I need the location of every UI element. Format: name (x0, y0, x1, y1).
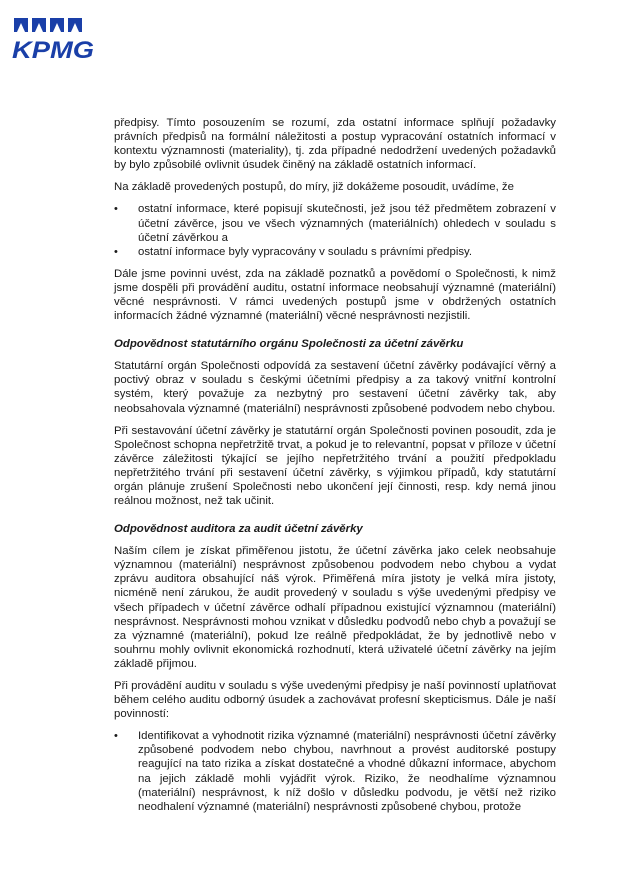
kpmg-logo (10, 18, 98, 62)
paragraph: Naším cílem je získat přiměřenou jistotu, že účetní závěrka jako celek neobsahuje významnou (materiální) nesprávnost způsobenou podvodem nebo chybou a vydat zprávu auditora obsahující náš výrok. Přiměřená míra jistoty je velká míra jistoty, nicméně není zárukou, že audit provedený v souladu s výše uvedenými předpisy ve všech případech v účetní závěrce odhalí případnou existující významnou (materiální) nesprávnost. Nesprávnosti mohou vznikat v důsledku podvodů nebo chyb a považují se za významné (materiální), pokud lze reálně předpokládat, že by jednotlivě nebo v souhrnu mohly ovlivnit ekonomická rozhodnutí, která uživatelé účetní závěrky na jejím základě přijmou. (114, 545, 556, 670)
page-body (114, 116, 556, 822)
paragraph: Při sestavování účetní závěrky je statutární orgán Společnosti povinen posoudit, zda je Společnost schopna nepřetržitě trvat, a pokud je to relevantní, popsat v příloze v účetní závěrce záležitosti týkající se jejího nepřetržitého trvání a použití předpokladu nepřetržitého trvání při sestavení účetní závěrky, s výjimkou případů, kdy statutární orgán plánuje zrušení Společnosti nebo ukončení její činnosti, resp. kdy nemá jinou reálnou možnost, než tak učinit. (114, 424, 556, 508)
paragraph: Na základě provedených postupů, do míry, již dokážeme posoudit, uvádíme, že (114, 181, 514, 194)
bullet-list (114, 729, 556, 814)
bullet-list (114, 202, 556, 258)
list-item: • ostatní informace byly vypracovány v souladu s právními předpisy. (114, 245, 556, 259)
list-item: • ostatní informace, které popisují skutečnosti, jež jsou též předmětem zobrazení v účetní závěrce, jsou ve všech významných (materiálních) ohledech v souladu s účetní závěrkou a (114, 202, 556, 244)
paragraph: Při provádění auditu v souladu s výše uvedenými předpisy je naší povinností uplatňovat během celého auditu odborný úsudek a zachovávat profesní skepticismus. Dále je naší povinností: (114, 680, 556, 721)
paragraph: Statutární orgán Společnosti odpovídá za sestavení účetní závěrky podávající věrný a poctivý obraz v souladu s českými účetními předpisy a za takový vnitřní kontrolní systém, který považuje za nezbytný pro sestavení účetní závěrky tak, aby neobsahovala významné (materiální) nesprávnosti způsobené podvodem nebo chybou. (114, 360, 556, 415)
paragraph: předpisy. Tímto posouzením se rozumí, zda ostatní informace splňují požadavky právních předpisů na formální náležitosti a postup vypracování ostatních informací v kontextu významnosti (materiality), tj. zda případné nedodržení uvedených požadavků by bylo způsobilé ovlivnit úsudek činěný na základě ostatních informací. (114, 117, 556, 172)
logo-wordmark: KPMG (12, 37, 94, 62)
section-heading: Odpovědnost statutárního orgánu Společnosti za účetní závěrku (114, 338, 464, 351)
paragraph: Dále jsme povinni uvést, zda na základě poznatků a povědomí o Společnosti, k nimž jsme dospěli při provádění auditu, ostatní informace neobsahují významné (materiální) věcné nesprávnosti. V rámci uvedených postupů jsme v obdržených ostatních informacích žádné významné (materiální) věcné nesprávnosti nezjistili. (114, 267, 556, 323)
list-item: • Identifikovat a vyhodnotit rizika významné (materiální) nesprávnosti účetní závěrky způsobené podvodem nebo chybou, navrhnout a provést auditorské postupy reagující na tato rizika a získat dostatečné a vhodné důkazní informace, abychom na jejich základě mohli vyjádřit výrok. Riziko, že neodhalíme významnou (materiální) nesprávnost, k níž došlo v důsledku podvodu, je větší než riziko neodhalení významné (materiální) nesprávnosti způsobené chybou, protože (114, 729, 556, 814)
section-heading: Odpovědnost auditora za audit účetní závěrky (114, 523, 363, 536)
